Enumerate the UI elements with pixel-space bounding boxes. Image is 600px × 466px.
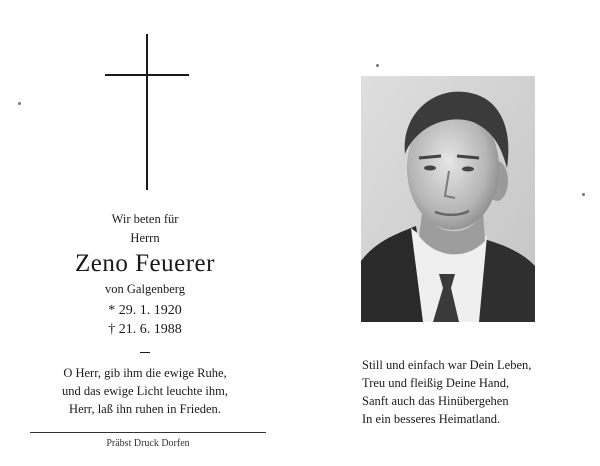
paper-speck [376, 64, 379, 67]
intro-line-1: Wir beten für [111, 212, 179, 226]
deceased-name: Zeno Feuerer [75, 250, 215, 277]
cross-vertical-bar [146, 34, 148, 190]
paper-speck [18, 102, 21, 105]
poem-line-1: Still und einfach war Dein Leben, [362, 358, 532, 372]
cross-horizontal-bar [105, 74, 189, 76]
cross-icon [105, 34, 189, 190]
prayer-line-3: Herr, laß ihn ruhen in Frieden. [69, 402, 221, 416]
deceased-origin: von Galgenberg [105, 282, 185, 296]
death-date: † 21. 6. 1988 [108, 322, 182, 337]
intro-line-2: Herrn [130, 231, 160, 245]
poem-line-4: In ein besseres Heimatland. [362, 412, 501, 426]
paper-speck [582, 193, 585, 196]
footer-rule [30, 432, 266, 433]
poem-line-2: Treu und fleißig Deine Hand, [362, 376, 510, 390]
prayer-line-2: und das ewige Licht leuchte ihm, [62, 384, 228, 398]
divider-dash [140, 352, 150, 353]
printer-credit: Präbst Druck Dorfen [106, 438, 190, 449]
poem-line-3: Sanft auch das Hinübergehen [362, 394, 509, 408]
portrait-photo [361, 76, 535, 322]
birth-date: * 29. 1. 1920 [108, 303, 182, 318]
prayer-line-1: O Herr, gib ihm die ewige Ruhe, [63, 366, 227, 380]
